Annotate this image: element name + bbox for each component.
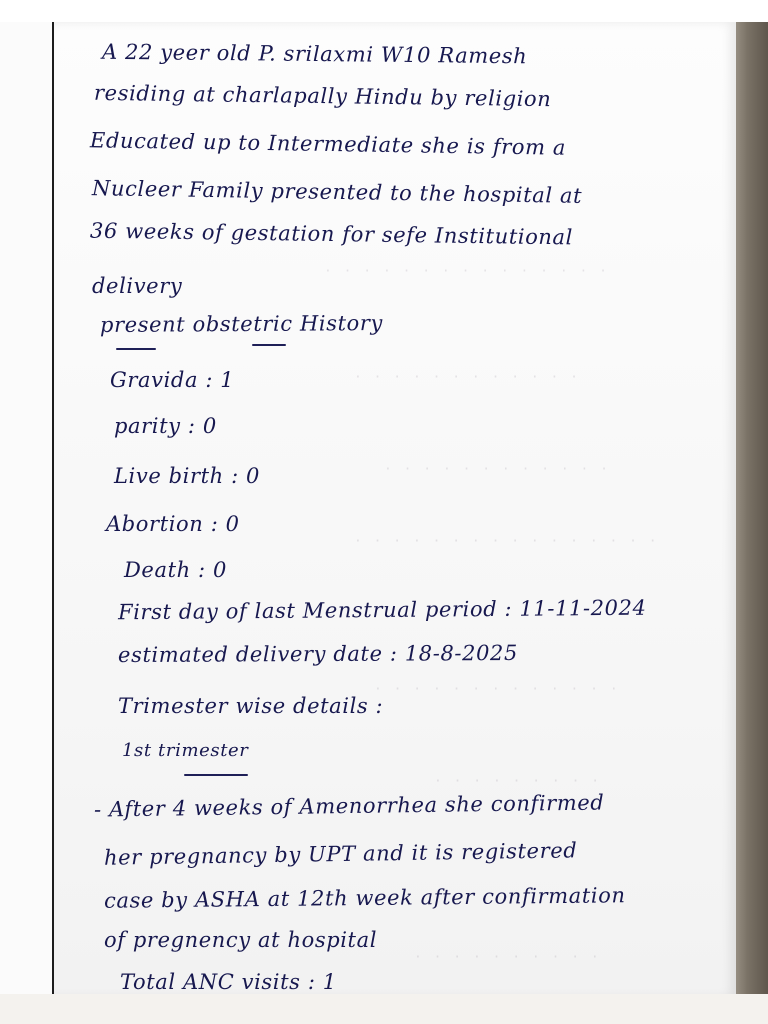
bleed-through-mark: · · · · · · · · · · · · [354,370,581,385]
obstetric-field: parity : 0 [114,414,217,438]
section-heading: present obstetric History [99,311,383,337]
obstetric-field: Abortion : 0 [106,512,240,536]
text-line: Educated up to Intermediate she is from a [89,128,567,160]
handwritten-page [52,22,736,997]
text-line: A 22 yeer old P. srilaxmi W10 Ramesh [101,39,528,69]
obstetric-field: Live birth : 0 [114,464,260,488]
bleed-through-mark: · · · · · · · · · · · · [384,462,611,477]
bleed-through-mark: · · · · · · · · · · · · · · · [324,264,609,279]
lmp-line: First day of last Menstrual period : 11-11-2024 [117,595,647,625]
first-trimester-heading: 1st trimester [122,740,249,761]
text-line: her pregnancy by UPT and it is registered [103,838,578,870]
scan-top-border [0,0,768,22]
text-line: 36 weeks of gestation for sefe Institutional [89,218,574,250]
scan-bottom-border [0,994,768,1024]
page-left-margin [0,22,52,997]
scan-right-edge [734,22,768,997]
bleed-through-mark: · · · · · · · · · · · · · [374,682,620,697]
obstetric-field: Gravida : 1 [110,368,235,392]
text-line: Nucleer Family presented to the hospital at [91,176,583,208]
text-line: Total ANC visits : 1 [120,970,337,994]
edd-line: estimated delivery date : 18-8-2025 [117,640,518,668]
trimester-heading: Trimester wise details : [118,694,384,718]
text-line: of pregnency at hospital [104,928,378,952]
text-line: - After 4 weeks of Amenorrhea she confirmed [93,790,605,822]
bleed-through-mark: · · · · · · · · · · · · · · · · [354,534,659,549]
bleed-through-mark: · · · · · · · · · · [414,950,601,965]
text-line: case by ASHA at 12th week after confirmation [103,883,626,913]
trimester-underline [184,774,248,776]
heading-underline [116,348,156,350]
bleed-through-mark: · · · · · · · · · [434,774,602,789]
text-line: residing at charlapally Hindu by religion [93,80,552,112]
heading-underline [252,344,286,346]
obstetric-field: Death : 0 [124,558,227,582]
text-line: delivery [92,274,183,298]
